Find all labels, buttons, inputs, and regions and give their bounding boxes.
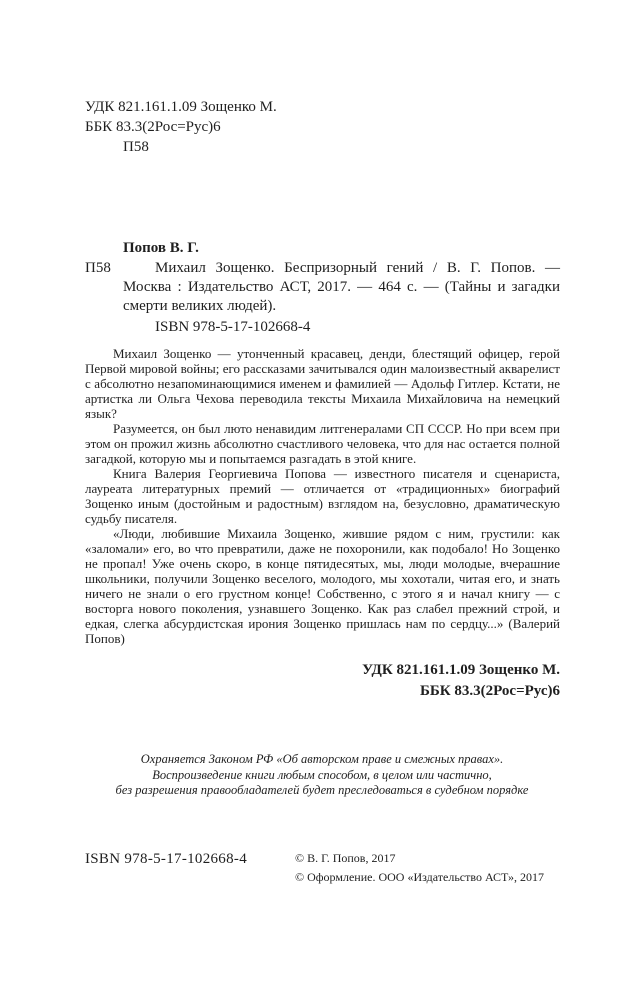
- copyright-line: © Оформление. ООО «Издательство АСТ», 2017: [295, 870, 545, 884]
- udk-code-footer: УДК 821.161.1.09 Зощенко М.: [362, 662, 560, 678]
- classification-footer: [85, 660, 560, 702]
- page-content: [85, 97, 560, 702]
- classification-header: [85, 97, 560, 157]
- annotation-paragraph: Книга Валерия Георгиевича Попова — известного писателя и сценариста, лауреата литературных премий — отличается от «традиционных» биографий Зощенко иным (достойным и радостным) взглядом на, безусловно, драматическую судьбу писателя.: [85, 466, 560, 526]
- legal-notice: [40, 752, 604, 799]
- entry-code: П58: [85, 260, 111, 276]
- catalog-card: [85, 239, 560, 337]
- copyright-line: © В. Г. Попов, 2017: [295, 851, 396, 865]
- legal-notice-line: без разрешения правообладателей будет преследоваться в судебном порядке: [115, 783, 529, 797]
- isbn-number-footer: ISBN 978-5-17-102668-4: [85, 851, 248, 867]
- bibliographic-entry: [85, 259, 560, 316]
- annotation-paragraph: «Люди, любившие Михаила Зощенко, жившие рядом с ним, грустили: как «заломали» его, во что превратили, даже не похоронили, как подобало! Но Зощенко не пропал! Уже очень скоро, в конце пятидесятых, мы, люди молодые, вчерашние школьники, получили Зощенко веселого, молодого, мы хохотали, читая его, и знать ничего не знали о его грустном конце! Собственно, с этого я и начал книгу — с восторга нового поколения, узнавшего Зощенко. Как раз слабел прежний строй, и едкая, слегка абсурдистская ирония Зощенко пришлась нам по сердцу...» (Валерий Попов): [85, 526, 560, 646]
- author-name: Попов В. Г.: [123, 240, 199, 256]
- annotation-block: [85, 346, 560, 646]
- isbn-number: ISBN 978-5-17-102668-4: [155, 319, 311, 335]
- author-sign-code: П58: [123, 139, 149, 155]
- copyright-block: [295, 849, 544, 887]
- legal-notice-line: Охраняется Законом РФ «Об авторском праве и смежных правах».: [140, 752, 504, 766]
- bbk-code-footer: ББК 83.3(2Рос=Рус)6: [419, 683, 560, 699]
- annotation-paragraph: Разумеется, он был люто ненавидим литгенералами СП СССР. Но при всем при этом он прожил жизнь абсолютно счастливого человека, что для нас остается полной загадкой, которую мы и попытаемся разгадать в этой книге.: [85, 421, 560, 466]
- entry-description: Михаил Зощенко. Беспризорный гений / В. Г. Попов. — Москва : Издательство АСТ, 2017. — 464 с. — (Тайны и загадки смерти великих людей).: [123, 260, 560, 314]
- annotation-paragraph: Михаил Зощенко — утонченный красавец, денди, блестящий офицер, герой Первой мировой войны; его рассказами зачитывался один малоизвестный акварелист с абсолютно незапоминающимися именем и фамилией — Адольф Гитлер. Кстати, не артистка ли Ольга Чехова переводила тексты Михаила Михайловича на немецкий язык?: [85, 346, 560, 421]
- bbk-code: ББК 83.3(2Рос=Рус)6: [85, 119, 221, 135]
- legal-notice-line: Воспроизведение книги любым способом, в целом или частично,: [152, 767, 492, 782]
- udk-code: УДК 821.161.1.09 Зощенко М.: [85, 99, 277, 115]
